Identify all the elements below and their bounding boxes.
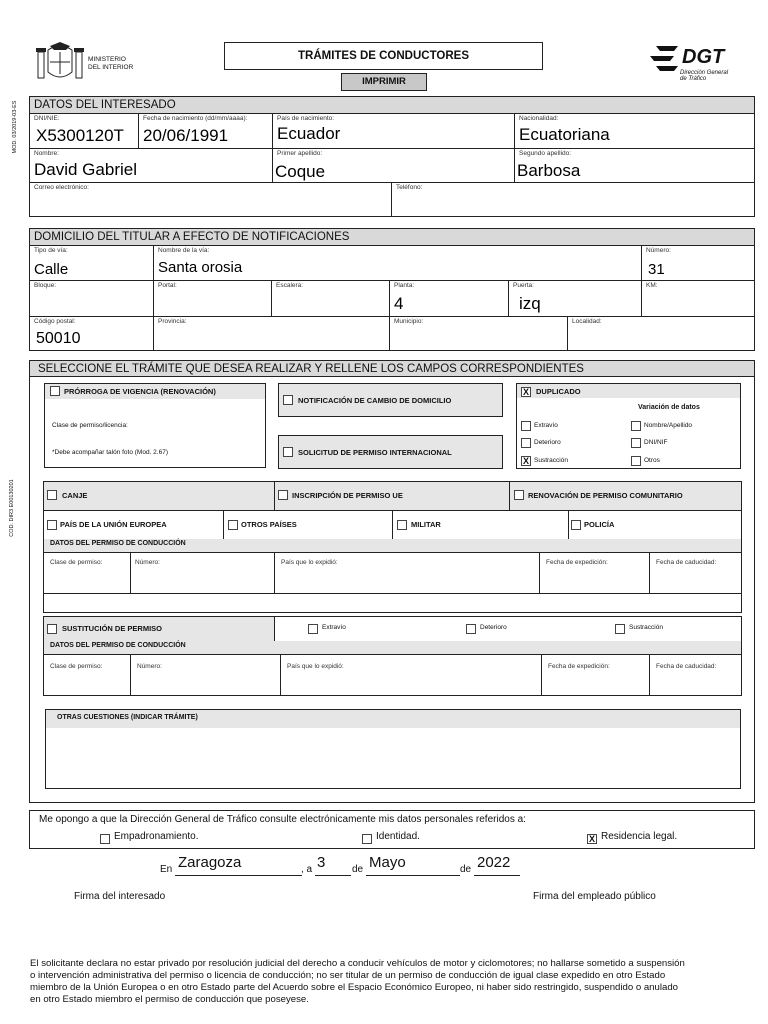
duplicado-label: DUPLICADO	[536, 387, 581, 396]
place-field[interactable]	[175, 854, 302, 876]
birthdate-value: 20/06/1991	[143, 126, 229, 145]
duplicado-checkbox[interactable]: X	[522, 387, 529, 397]
dni-nif-label: DNI/NIF	[644, 439, 668, 446]
sust-pais-field[interactable]	[280, 654, 542, 696]
legal-line-4: en otro Estado miembro el permiso de conducción que poseyese.	[30, 994, 309, 1005]
year-value: 2022	[477, 854, 511, 871]
deterioro-label: Deterioro	[534, 439, 561, 446]
birth-country-field[interactable]	[272, 113, 515, 149]
sust-fecha-cad-label: Fecha de caducidad:	[656, 663, 717, 670]
nationality-value: Ecuatoriana	[519, 125, 610, 144]
datos-permiso-label-2: DATOS DEL PERMISO DE CONDUCCIÓN	[50, 642, 186, 649]
otros-label: Otros	[644, 457, 660, 464]
legal-declaration	[30, 958, 745, 1006]
dni-field[interactable]	[29, 113, 139, 149]
phone-label: Teléfono:	[396, 184, 423, 191]
dni-nif-checkbox[interactable]	[631, 438, 641, 448]
canje-checkbox[interactable]	[47, 490, 57, 500]
street-type-label: Tipo de vía:	[34, 247, 68, 254]
floor-field[interactable]	[389, 280, 509, 317]
door-value: izq	[519, 294, 541, 313]
nombre-apellido-checkbox[interactable]	[631, 421, 641, 431]
street-type-field[interactable]	[29, 245, 154, 281]
canje-numero-label: Número:	[135, 559, 160, 566]
street-name-value: Santa orosia	[158, 259, 243, 276]
surname1-value: Coque	[275, 162, 326, 181]
surname2-value: Barbosa	[517, 161, 581, 180]
sust-numero-label: Número:	[137, 663, 162, 670]
pais-ue-checkbox[interactable]	[47, 520, 57, 530]
canje-label: CANJE	[62, 491, 88, 500]
phone-field[interactable]	[391, 182, 755, 217]
canje-fecha-cad-label: Fecha de caducidad:	[656, 559, 717, 566]
empadronamiento-label: Empadronamiento.	[114, 831, 199, 842]
street-name-field[interactable]	[153, 245, 642, 281]
canje-numero-field[interactable]	[130, 552, 275, 594]
month-field[interactable]	[366, 854, 460, 876]
side-code-top: MOD. 03/2019-03-ES	[12, 100, 18, 154]
identidad-label: Identidad.	[376, 831, 420, 842]
form-title: TRÁMITES DE CONDUCTORES	[297, 50, 470, 62]
legal-line-1: El solicitante declara no estar privado por resolución judicial del derecho a conducir vehículos de motor y ciclomotores; no hallarse sometido a suspensión	[30, 958, 685, 969]
canje-pais-label: País que lo expidió:	[281, 559, 338, 566]
sust-fecha-cad-field[interactable]	[649, 654, 742, 696]
stair-field[interactable]	[271, 280, 390, 317]
sustitucion-checkbox[interactable]	[47, 624, 57, 634]
portal-label: Portal:	[158, 282, 177, 289]
permiso-internacional-checkbox[interactable]	[283, 447, 293, 457]
sust-sustraccion-label: Sustracción	[629, 624, 663, 631]
km-field[interactable]	[641, 280, 755, 317]
dgt-emblem-icon	[648, 42, 680, 74]
birth-country-value: Ecuador	[277, 124, 341, 143]
deterioro-checkbox[interactable]	[521, 438, 531, 448]
locality-label: Localidad:	[572, 318, 602, 325]
firma-interesado-label: Firma del interesado	[74, 891, 166, 902]
name-value: David Gabriel	[34, 160, 137, 179]
nombre-apellido-label: Nombre/Apellido	[644, 422, 693, 429]
residencia-label: Residencia legal.	[601, 831, 678, 842]
day-field[interactable]	[315, 854, 351, 876]
street-number-value: 31	[648, 261, 665, 278]
street-number-field[interactable]	[641, 245, 755, 281]
sust-sustraccion-checkbox[interactable]	[615, 624, 625, 634]
surname1-label: Primer apellido:	[277, 150, 323, 157]
canje-pais-field[interactable]	[274, 552, 540, 594]
otros-paises-label: OTROS PAÍSES	[241, 520, 297, 529]
consent-text: Me opongo a que la Dirección General de Tráfico consulte electrónicamente mis datos personales referidos a:	[39, 814, 526, 825]
identidad-checkbox[interactable]	[362, 834, 372, 844]
street-number-label: Número:	[646, 247, 671, 254]
prorroga-checkbox[interactable]	[50, 386, 60, 396]
sust-fecha-exp-label: Fecha de expedición:	[548, 663, 610, 670]
section-tramite-title: SELECCIONE EL TRÁMITE QUE DESEA REALIZAR Y RELLENE LOS CAMPOS CORRESPONDIENTES	[29, 360, 755, 377]
door-label: Puerta:	[513, 282, 534, 289]
sustitucion-label: SUSTITUCIÓN DE PERMISO	[62, 624, 163, 633]
street-type-value: Calle	[34, 261, 69, 278]
postal-code-label: Código postal:	[34, 318, 76, 325]
nationality-field[interactable]	[514, 113, 755, 149]
email-label: Correo electrónico:	[34, 184, 89, 191]
dgt-logo	[648, 42, 748, 82]
canje-clase-label: Clase de permiso:	[50, 559, 103, 566]
sust-deterioro-label: Deterioro	[480, 624, 507, 631]
clase-licencia-label: Clase de permiso/licencia:	[52, 422, 128, 429]
extravio-label: Extravío	[534, 422, 558, 429]
surname2-label: Segundo apellido:	[519, 150, 572, 157]
militar-checkbox[interactable]	[397, 520, 407, 530]
sustraccion-label: Sustracción	[534, 457, 568, 464]
inscripcion-ue-checkbox[interactable]	[278, 490, 288, 500]
legal-line-3: miembro de la Unión Europea o en otro Estado parte del Acuerdo sobre el Espacio Económico Europeo, ni haber sido restringido, suspendido o anulado	[30, 982, 678, 993]
floor-value: 4	[394, 294, 404, 313]
block-field[interactable]	[29, 280, 154, 317]
otras-cuestiones-label: OTRAS CUESTIONES (INDICAR TRÁMITE)	[57, 714, 198, 721]
sustraccion-checkbox[interactable]: X	[522, 456, 529, 466]
sust-extravio-checkbox[interactable]	[308, 624, 318, 634]
birthdate-label: Fecha de nacimiento (dd/mm/aaaa):	[143, 115, 248, 122]
print-button[interactable]	[341, 73, 427, 91]
month-prefix: de	[352, 864, 364, 875]
sust-numero-field[interactable]	[130, 654, 281, 696]
cambio-domicilio-label: NOTIFICACIÓN DE CAMBIO DE DOMICILIO	[298, 396, 452, 405]
otros-paises-checkbox[interactable]	[228, 520, 238, 530]
dgt-subtitle-2: de Tráfico	[680, 76, 707, 82]
firma-empleado-label: Firma del empleado público	[533, 891, 656, 902]
year-field[interactable]	[474, 854, 520, 876]
extravio-checkbox[interactable]	[521, 421, 531, 431]
sust-deterioro-checkbox[interactable]	[466, 624, 476, 634]
province-field[interactable]	[153, 316, 390, 351]
nationality-label: Nacionalidad:	[519, 115, 559, 122]
policia-label: POLICÍA	[584, 520, 615, 529]
militar-label: MILITAR	[411, 520, 441, 529]
name-field[interactable]	[29, 148, 273, 183]
dni-label: DNI/NIE:	[34, 115, 60, 122]
canje-fecha-exp-field[interactable]	[539, 552, 650, 594]
postal-code-field[interactable]	[29, 316, 154, 351]
year-prefix: de	[460, 864, 472, 875]
dgt-logo-text: DGT	[682, 46, 725, 68]
residencia-checkbox[interactable]: X	[588, 834, 595, 844]
ministry-name-line2: DEL INTERIOR	[88, 64, 134, 71]
dni-value: X5300120T	[36, 126, 124, 145]
floor-label: Planta:	[394, 282, 415, 289]
surname2-field[interactable]	[514, 148, 755, 183]
birthdate-field[interactable]	[138, 113, 273, 149]
municipality-field[interactable]	[389, 316, 568, 351]
block-label: Bloque:	[34, 282, 57, 289]
canje-fecha-cad-field[interactable]	[649, 552, 742, 594]
sust-clase-label: Clase de permiso:	[50, 663, 103, 670]
legal-line-2: o intervención administrativa del permiso o licencia de conducción; no ser titular de un permiso de conducción de igual clase expedido en otro Estado	[30, 970, 666, 981]
canje-clase-field[interactable]	[43, 552, 131, 594]
locality-field[interactable]	[567, 316, 755, 351]
prorroga-label: PRÓRROGA DE VIGENCIA (RENOVACIÓN)	[64, 387, 216, 396]
form-title-box	[224, 42, 543, 70]
ministry-name-line1: MINISTERIO	[88, 56, 126, 63]
canje-fecha-exp-label: Fecha de expedición:	[546, 559, 608, 566]
email-field[interactable]	[29, 182, 392, 217]
sust-extravio-label: Extravío	[322, 624, 346, 631]
talon-note: *Debe acompañar talón foto (Mod. 2.67)	[52, 449, 168, 456]
section-interesado-title: DATOS DEL INTERESADO	[29, 96, 755, 114]
pais-ue-label: PAÍS DE LA UNIÓN EUROPEA	[60, 520, 167, 529]
place-prefix: En	[160, 864, 173, 875]
sust-clase-field[interactable]	[43, 654, 131, 696]
postal-code-value: 50010	[36, 330, 81, 347]
stair-label: Escalera:	[276, 282, 304, 289]
empadronamiento-checkbox[interactable]	[100, 834, 110, 844]
province-label: Provincia:	[158, 318, 187, 325]
datos-permiso-label-1: DATOS DEL PERMISO DE CONDUCCIÓN	[50, 540, 186, 547]
permiso-internacional-label: SOLICITUD DE PERMISO INTERNACIONAL	[298, 448, 452, 457]
km-label: KM:	[646, 282, 658, 289]
cambio-domicilio-checkbox[interactable]	[283, 395, 293, 405]
sust-pais-label: País que lo expidió:	[287, 663, 344, 670]
side-code-bottom: COD. DIR3 E00130201	[9, 479, 15, 537]
door-field[interactable]	[508, 280, 642, 317]
renovacion-comunitario-checkbox[interactable]	[514, 490, 524, 500]
policia-checkbox[interactable]	[571, 520, 581, 530]
street-name-label: Nombre de la vía:	[158, 247, 210, 254]
day-value: 3	[317, 854, 326, 871]
otros-checkbox[interactable]	[631, 456, 641, 466]
portal-field[interactable]	[153, 280, 272, 317]
section-domicilio-title: DOMICILIO DEL TITULAR A EFECTO DE NOTIFICACIONES	[29, 228, 755, 246]
birth-country-label: País de nacimiento:	[277, 115, 335, 122]
ministry-logo	[36, 42, 84, 82]
sust-fecha-exp-field[interactable]	[541, 654, 650, 696]
place-value: Zaragoza	[178, 854, 242, 871]
municipality-label: Municipio:	[394, 318, 424, 325]
surname1-field[interactable]	[272, 148, 515, 183]
month-value: Mayo	[369, 854, 406, 871]
renovacion-comunitario-label: RENOVACIÓN DE PERMISO COMUNITARIO	[528, 491, 683, 500]
day-prefix: , a	[301, 864, 313, 875]
dgt-subtitle-1: Dirección General	[680, 70, 729, 76]
variacion-datos-label: Variación de datos	[638, 404, 700, 411]
name-label: Nombre:	[34, 150, 59, 157]
inscripcion-ue-label: INSCRIPCIÓN DE PERMISO UE	[292, 491, 403, 500]
print-button-label: IMPRIMIR	[362, 76, 406, 87]
